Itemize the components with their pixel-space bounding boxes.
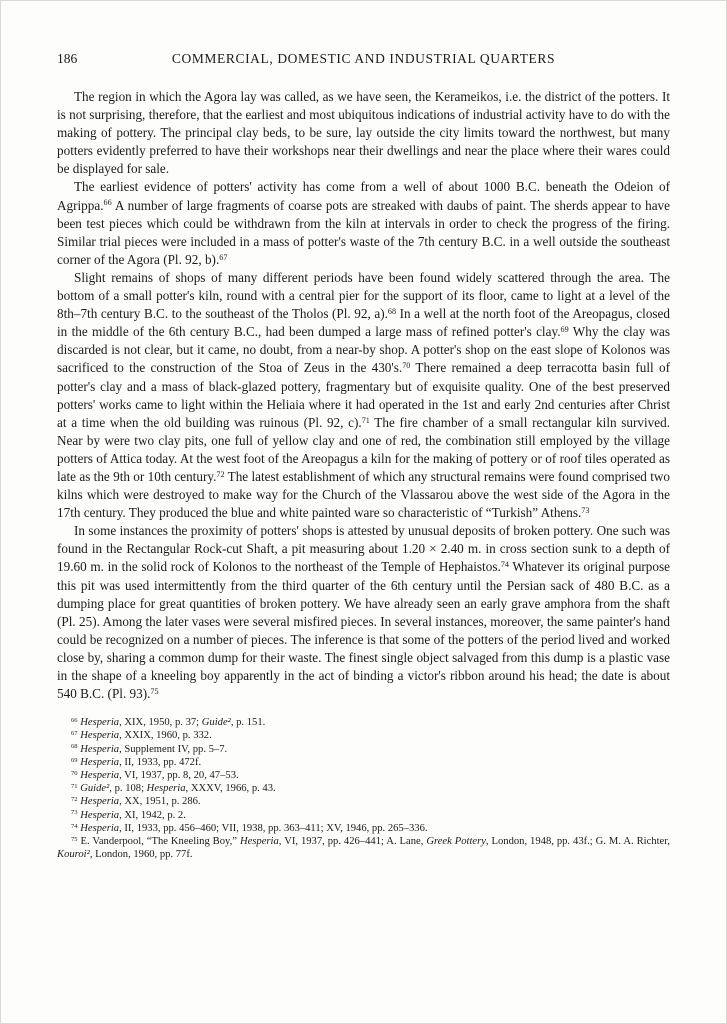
text-segment: , London, 1960, pp. 77f.: [89, 849, 193, 861]
footnote-marker: 71: [71, 782, 78, 790]
footnote: [57, 795, 670, 808]
italic-text-segment: Hesperia: [80, 809, 120, 821]
footnote-marker: 74: [71, 822, 78, 830]
text-segment: The latest establishment of which any structural remains were found comprised two kilns which were destroyed to make way for the Church of the Vlassarou above the west side of the Agora in the 17th century. They produced the blue and white painted ware so characteristic of “Turkish” Athens.: [57, 468, 670, 521]
italic-text-segment: Guide²: [80, 783, 110, 795]
footnote: [57, 769, 670, 782]
footnote-marker: 71: [361, 415, 370, 425]
text-segment: , VI, 1937, pp. 8, 20, 47–53.: [119, 770, 239, 781]
italic-text-segment: Hesperia: [80, 796, 120, 808]
running-title: COMMERCIAL, DOMESTIC AND INDUSTRIAL QUARTERS: [171, 51, 556, 66]
text-segment: , XX, 1951, p. 286.: [119, 796, 201, 808]
footnote: [57, 743, 670, 756]
italic-text-segment: Hesperia: [80, 770, 120, 781]
text-segment: There remained a deep terracotta basin full of potter's clay and a mass of black-glazed pottery, fragmentary but of exquisite quality. One of the best preserved potters' works came to light within the Heliaia where it had operated in the 1st and early 2nd centuries after Christ at a time when the old building was ruinous (Pl. 92, c).: [57, 360, 670, 430]
footnote-marker: 70: [71, 769, 78, 777]
footnote: [57, 822, 670, 835]
footnote-marker: 66: [103, 198, 112, 208]
paragraph: [57, 269, 670, 522]
italic-text-segment: Hesperia: [80, 730, 120, 742]
page-header: [57, 50, 670, 67]
footnote-marker: 68: [71, 743, 78, 751]
footnotes: [57, 716, 670, 861]
italic-text-segment: Hesperia: [80, 822, 120, 834]
italic-text-segment: Kouroi²: [57, 849, 90, 861]
text-segment: , II, 1933, pp. 472f.: [119, 756, 202, 768]
footnote: [57, 809, 670, 822]
footnote-marker: 73: [71, 809, 78, 817]
footnote-marker: 75: [150, 687, 159, 697]
italic-text-segment: Hesperia: [80, 743, 120, 755]
footnote-marker: 69: [71, 756, 78, 764]
footnote: [57, 729, 670, 742]
text-segment: Why the clay was discarded is not clear, but it came, no doubt, from a near-by shop. A potter's shop on the east slope of Kolonos was sacrificed to the construction of the Stoa of Zeus in the 430's.: [57, 324, 671, 376]
paragraph: [57, 88, 670, 178]
text-segment: The region in which the Agora lay was called, as we have seen, the Kerameikos, i.e. the district of the potters. It is not surprising, therefore, that the earliest and most ubiquitous indications of industrial activity have to do with the making of pottery. The principal clay beds, to be sure, lay outside the city limits toward the northwest, but many potters evidently preferred to have their workshops near their dwellings and near the place where their wares could be displayed for sale.: [57, 89, 670, 177]
text-segment: , XI, 1942, p. 2.: [119, 809, 186, 821]
footnote-marker: 66: [71, 716, 78, 724]
footnote-marker: 68: [387, 307, 397, 317]
text-segment: , p. 108;: [109, 783, 147, 795]
text-segment: , VI, 1937, pp. 426–441; A. Lane,: [278, 836, 427, 848]
footnote-marker: 67: [219, 252, 228, 262]
text-segment: , XIX, 1950, p. 37;: [119, 717, 202, 729]
text-segment: In some instances the proximity of potters' shops is attested by unusual deposits of broken pottery. One such was found in the Rectangular Rock-cut Shaft, a pit measuring about 1.20 × 2.40 m. in cross section sunk to a depth of 19.60 m. in the solid rock of Kolonos to the northeast of the Temple of Hephaistos.: [57, 523, 670, 575]
footnote: [57, 756, 670, 769]
italic-text-segment: Hesperia: [80, 717, 120, 729]
body-text: [57, 88, 670, 703]
text-segment: E. Vanderpool, “The Kneeling Boy,”: [77, 836, 240, 848]
page-number: 186: [57, 51, 78, 66]
text-segment: , II, 1933, pp. 456–460; VII, 1938, pp. 363–411; XV, 1946, pp. 265–336.: [119, 822, 428, 834]
text-segment: , London, 1948, pp. 43f.; G. M. A. Richter,: [485, 836, 670, 848]
footnote-marker: 67: [71, 730, 78, 738]
text-segment: A number of large fragments of coarse pots are streaked with daubs of paint. The sherds appear to have been test pieces which could be withdrawn from the kiln at intervals in order to check the progress of the firing. Similar trial pieces were included in a mass of potter's waste of the 7th century B.C. in a well outside the southeast corner of the Agora (Pl. 92, b).: [57, 197, 670, 267]
paragraph: [57, 522, 670, 703]
footnote: [57, 782, 670, 795]
footnote-marker: 73: [581, 506, 590, 516]
italic-text-segment: Guide²: [201, 717, 231, 729]
footnote-marker: 72: [71, 796, 78, 804]
text-segment: , XXXV, 1966, p. 43.: [185, 783, 276, 795]
text-segment: The earliest evidence of potters' activity has come from a well of about 1000 B.C. beneath the Odeion of Agrippa.: [57, 179, 670, 213]
text-segment: , XXIX, 1960, p. 332.: [119, 730, 212, 742]
text-segment: , Supplement IV, pp. 5–7.: [119, 743, 228, 755]
text-segment: In a well at the north foot of the Areopagus, closed in the middle of the 6th century B.C., had been dumped a large mass of refined potter's clay.: [57, 306, 670, 340]
paragraph: [57, 178, 670, 268]
italic-text-segment: Greek Pottery: [426, 836, 486, 848]
text-segment: Whatever its original purpose this pit was used intermittently from the third quarter of the 6th century until the Persian sack of 480 B.C. as a dumping place for great quantities of broken pottery. We have already seen an early grave amphora from the shaft (Pl. 25). Among the later vases were several misfired pieces. In several instances, moreover, the same painter's hand could be recognized on a number of pieces. The inference is that some of the potters of the period lived and worked close by, sharing a common dump for their waste. The finest single object salvaged from this dump is a plastic vase in the shape of a kneeling boy apparently in the act of binding a victor's ribbon around his head; the date is about 540 B.C. (Pl. 93).: [57, 559, 670, 702]
italic-text-segment: Hesperia: [80, 756, 120, 768]
footnote-marker: 69: [560, 325, 569, 335]
text-segment: The fire chamber of a small rectangular kiln survived. Near by were two clay pits, one full of yellow clay and one of red, the combination still employed by the village potters of Attica today. At the west foot of the Areopagus a kiln for the making of pottery or of roof tiles operated as late as the 9th or 10th century.: [57, 414, 670, 484]
footnote-marker: 74: [500, 560, 509, 570]
italic-text-segment: Hesperia: [239, 836, 279, 848]
italic-text-segment: Hesperia: [146, 783, 186, 795]
footnote: [57, 716, 670, 729]
footnote-marker: 75: [71, 835, 78, 843]
text-segment: , p. 151.: [230, 717, 266, 729]
text-segment: Slight remains of shops of many different periods have been found widely scattered through the area. The bottom of a small potter's kiln, round with a central pier for the support of its floor, came to light at a level of the 8th–7th century B.C. to the southeast of the Tholos (Pl. 92, a).: [57, 269, 670, 322]
footnote-marker: 72: [216, 469, 225, 479]
footnote-marker: 70: [402, 361, 411, 371]
footnote: [57, 835, 670, 861]
